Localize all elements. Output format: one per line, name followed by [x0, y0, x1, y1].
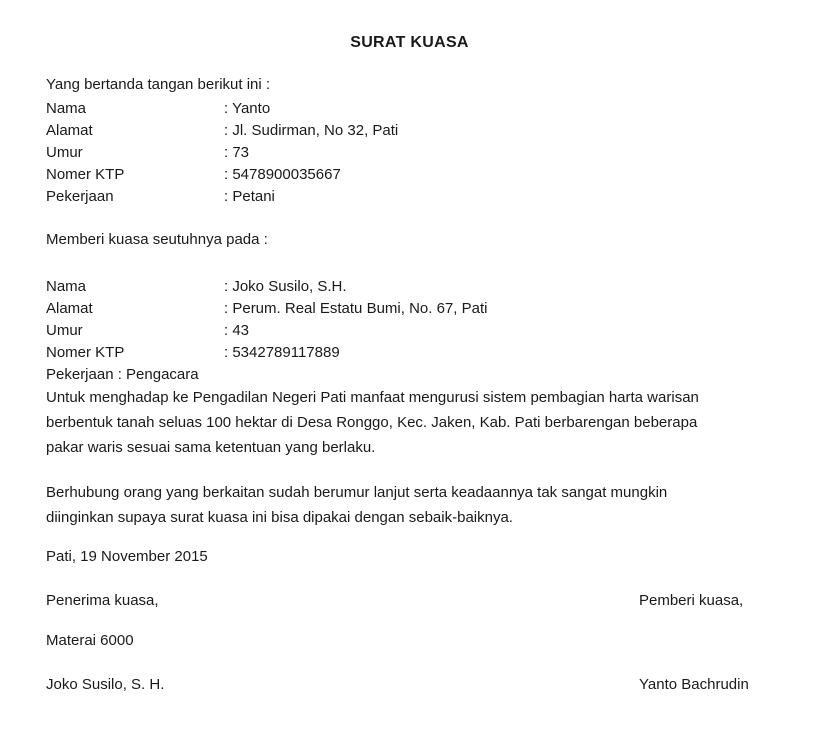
- purpose-paragraph: [46, 385, 786, 460]
- paragraph-line: Berhubung orang yang berkaitan sudah berumur lanjut serta keadaannya tak sangat mungkin: [46, 484, 668, 501]
- field-label: Nomer KTP: [46, 166, 125, 183]
- giver-name: Yanto Bachrudin: [639, 676, 749, 693]
- paragraph-line: Untuk menghadap ke Pengadilan Negeri Pati manfaat mengurusi sistem pembagian harta warisan: [46, 389, 699, 406]
- receiver-label: Penerima kuasa,: [46, 592, 159, 609]
- document-title: SURAT KUASA: [350, 34, 469, 51]
- field-label: Umur: [46, 144, 83, 161]
- field-label: Alamat: [46, 122, 93, 139]
- paragraph-line: diinginkan supaya surat kuasa ini bisa dipakai dengan sebaik-baiknya.: [46, 509, 513, 526]
- closing-paragraph: [46, 480, 786, 530]
- field-label: Alamat: [46, 300, 93, 317]
- giver-label: Pemberi kuasa,: [639, 592, 744, 609]
- grant-intro-text: Memberi kuasa seutuhnya pada :: [46, 231, 268, 248]
- field-value: : Perum. Real Estatu Bumi, No. 67, Pati: [224, 298, 487, 320]
- paragraph-line: berbentuk tanah seluas 100 hektar di Desa Ronggo, Kec. Jaken, Kab. Pati berbarengan beberapa: [46, 414, 698, 431]
- field-value: : Petani: [224, 186, 275, 208]
- field-value: : Jl. Sudirman, No 32, Pati: [224, 120, 398, 142]
- field-value: : 5342789117889: [224, 342, 340, 364]
- field-label: Nomer KTP: [46, 344, 125, 361]
- field-value: : Yanto: [224, 98, 270, 120]
- receiver-name: Joko Susilo, S. H.: [46, 676, 165, 693]
- field-value: : Joko Susilo, S.H.: [224, 276, 347, 298]
- place-date: Pati, 19 November 2015: [46, 548, 208, 565]
- field-label: Pekerjaan: [46, 188, 114, 205]
- field-value: : 5478900035667: [224, 164, 341, 186]
- field-label: Pekerjaan : Pengacara: [46, 366, 199, 383]
- field-label: Umur: [46, 322, 83, 339]
- field-label: Nama: [46, 278, 87, 295]
- field-label: Nama: [46, 100, 87, 117]
- paragraph-line: pakar waris sesuai sama ketentuan yang berlaku.: [46, 439, 376, 456]
- intro-text: Yang bertanda tangan berikut ini :: [46, 76, 271, 93]
- field-value: : 73: [224, 142, 249, 164]
- stamp-duty-text: Materai 6000: [46, 632, 134, 649]
- field-value: : 43: [224, 320, 249, 342]
